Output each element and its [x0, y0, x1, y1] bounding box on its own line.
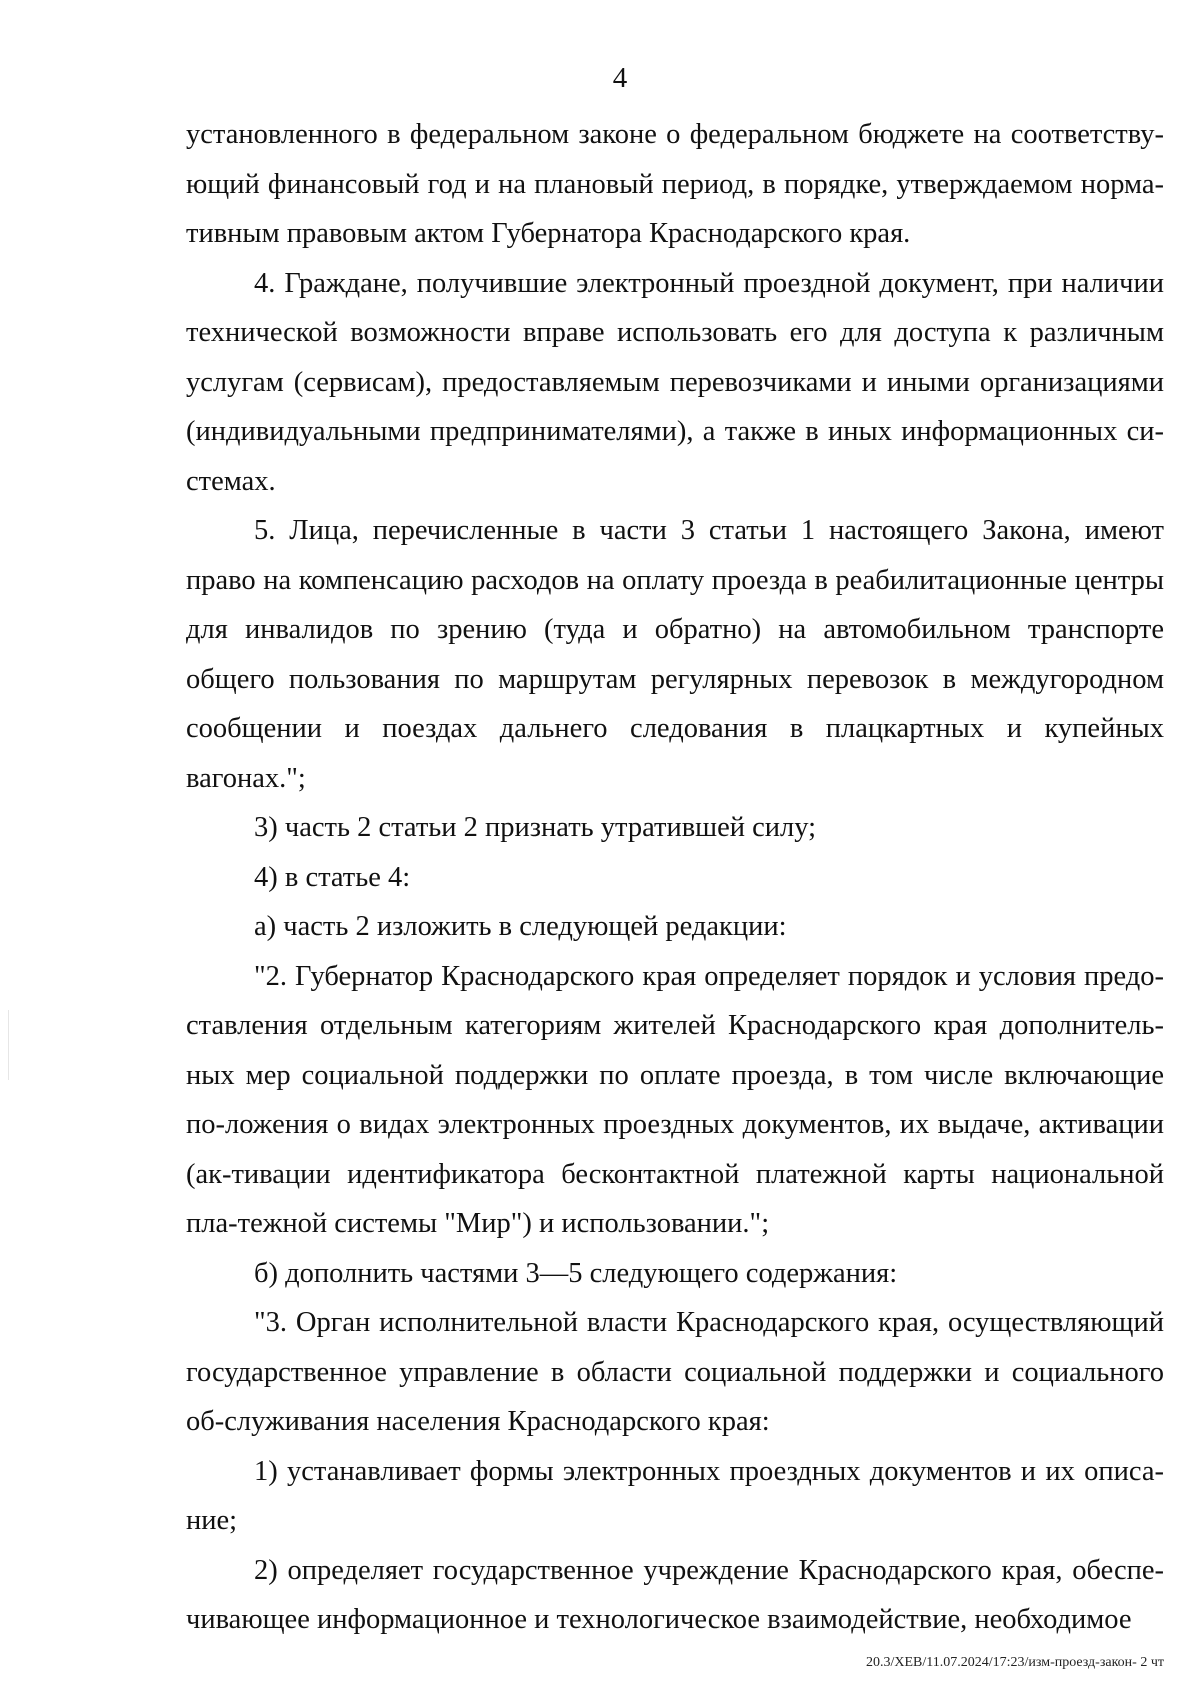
- page-number: 4: [612, 62, 628, 94]
- paragraph-amendment-3: 3) часть 2 статьи 2 признать утратившей силу;: [254, 812, 817, 843]
- paragraph-subitem-a: а) часть 2 изложить в следующей редакции:: [254, 911, 787, 942]
- paragraph-subitem-b: б) дополнить частями 3—5 следующего содержания:: [254, 1257, 898, 1289]
- paragraph-list-item-2: 2) определяет государственное учреждение Краснодарского края, обеспе-чивающее информационное и технологическое взаимодействие, необходимое: [186, 1554, 1164, 1635]
- paragraph-quoted-part-2: "2. Губернатор Краснодарского края определяет порядок и условия предо-ставления отдельным категориям жителей Краснодарского края дополнитель-ных мер социальной поддержки по оплате проезда, в том числе включающие по-ложения о видах электронных проездных документов, их выдаче, активации (ак-тивации идентификатора бесконтактной платежной карты национальной пла-тежной системы "Мир") и использовании.";: [186, 960, 1164, 1239]
- document-body: [186, 110, 1164, 1645]
- paragraph-item-4: 4. Граждане, получившие электронный проездной документ, при наличии технической возможности вправе использовать его для доступа к различным услугам (сервисам), предоставляемым перевозчиками и иными организациями (индивидуальными предпринимателями), а также в иных информационных си-стемах.: [186, 267, 1164, 497]
- scan-margin-mark: [8, 1010, 9, 1080]
- paragraph-quoted-part-3: "3. Орган исполнительной власти Краснодарского края, осуществляющий государственное управление в области социальной поддержки и социального об-служивания населения Краснодарского края:: [186, 1307, 1164, 1437]
- paragraph-list-item-1: 1) устанавливает формы электронных проездных документов и их описа-ние;: [186, 1455, 1164, 1536]
- paragraph-continuation: установленного в федеральном законе о федеральном бюджете на соответству-ющий финансовый год и на плановый период, в порядке, утверждаемом норма-тивным правовым актом Губернатора Краснодарского края.: [186, 119, 1164, 249]
- footer-document-code: 20.3/ХЕВ/11.07.2024/17:23/изм-проезд-закон- 2 чт: [865, 1655, 1164, 1670]
- paragraph-item-5: 5. Лица, перечисленные в части 3 статьи 1 настоящего Закона, имеют право на компенсацию расходов на оплату проезда в реабилитационные центры для инвалидов по зрению (туда и обратно) на автомобильном транспорте общего пользования по маршрутам регулярных перевозок в междугородном сообщении и поездах дальнего следования в плацкартных и купейных вагонах.";: [186, 515, 1164, 794]
- paragraph-amendment-4: 4) в статье 4:: [254, 861, 411, 893]
